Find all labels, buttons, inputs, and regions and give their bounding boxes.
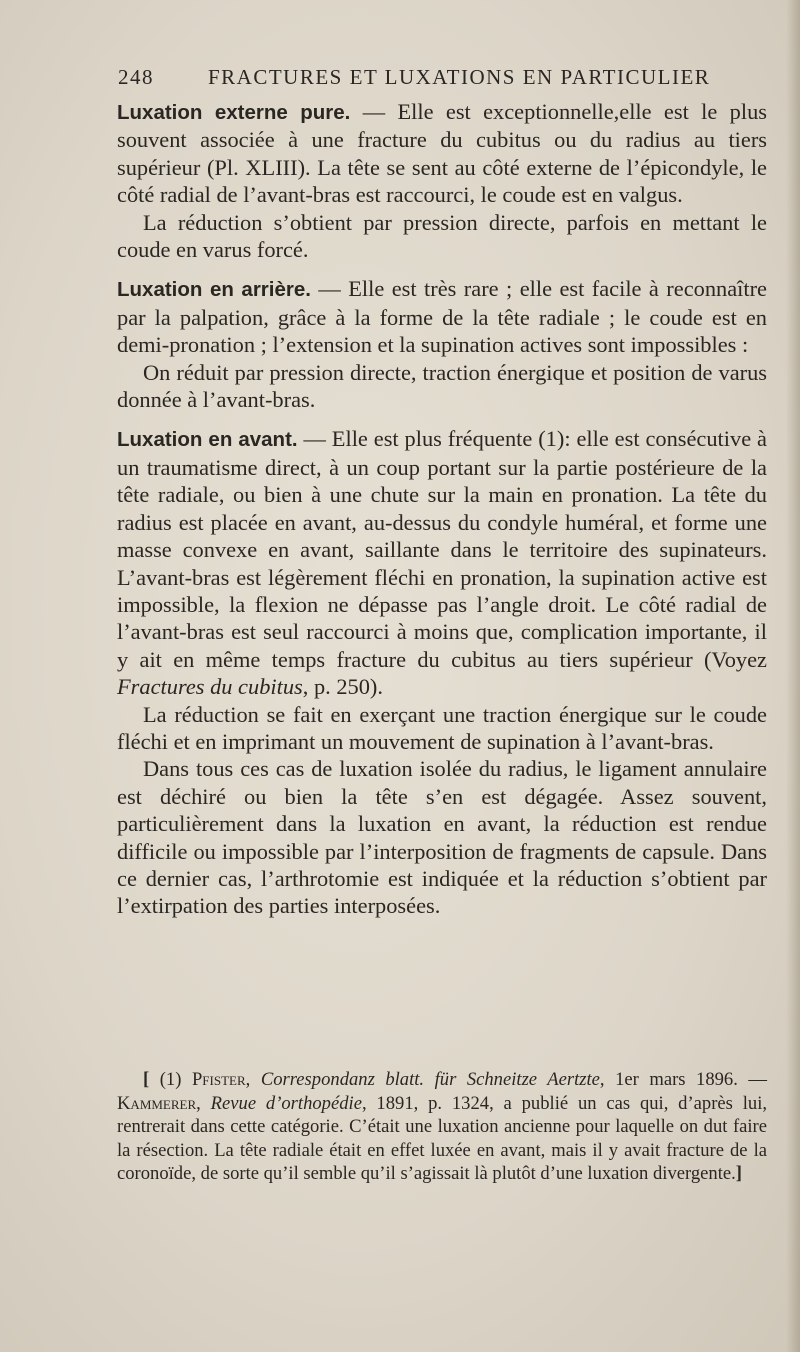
footnote-close-bracket: ]	[735, 1163, 742, 1185]
footnote-journal-2: Revue d’orthopédie	[210, 1092, 362, 1114]
footnote-paragraph	[117, 1068, 767, 1186]
footnote	[117, 1068, 767, 1186]
heading-luxation-avant: Luxation en avant.	[117, 428, 298, 452]
page-number: 248	[118, 64, 154, 89]
footnote-journal-1: Correspondanz blatt. für Schneitze Aertzte	[260, 1069, 600, 1090]
text-luxation-externe: — Elle est exceptionnelle,elle est le plus souvent associée à une fracture du cubitus ou du radius au tiers supérieur (Pl. XLIII). La tête se sent au côté externe de l’épicondyle, le côté radial de l’avant-bras est raccourci, le coude est en valgus.	[117, 99, 767, 208]
footnote-open-bracket: [	[143, 1069, 150, 1090]
heading-luxation-externe: Luxation externe pure.	[117, 101, 351, 124]
main-text	[117, 98, 767, 920]
footnote-separator-1: ,	[245, 1069, 261, 1090]
paragraph-avant-reduction: La réduction se fait en exerçant une traction énergique sur le coude fléchi et en imprimant un mouvement de supination à l’avant-bras.	[117, 701, 767, 754]
footnote-rest: , 1891, p. 1324, a publié un cas qui, d’après lui, rentrerait dans cette catégorie. C’était une luxation ancienne pour laquelle on dut faire la résection. La tête radiale était en effet luxée en avant, mais il y avait fracture de la coronoïde, de sorte qu’il semble qu’il s’agissait là plutôt d’une luxation divergente.	[117, 1092, 768, 1185]
paragraph-arriere-reduction: On réduit par pression directe, traction énergique et position de varus donnée à l’avant-bras.	[117, 359, 767, 413]
footnote-author-1: Pfister	[191, 1069, 246, 1090]
running-title: FRACTURES ET LUXATIONS EN PARTICULIER	[208, 64, 711, 89]
running-header	[118, 62, 768, 92]
paragraph-arriere	[117, 275, 767, 358]
footnote-marker: (1)	[149, 1069, 192, 1090]
footnote-separator-2: ,	[196, 1092, 211, 1114]
text-luxation-avant-a: — Elle est plus fréquente (1): elle est consécutive à un traumatisme direct, à un coup portant sur la partie postérieure de la tête radiale, ou bien à une chute sur la main en pronation. La tête du radius est placée en avant, au-dessus du condyle huméral, et forme une masse convexe en avant, saillante dans le territoire des supinateurs. L’avant-bras est légèrement fléchi en pronation, la supination active est impossible, la flexion ne dépasse pas l’angle droit. Le côté radial de l’avant-bras est seul raccourci à moins que, complication importante, il y ait en même temps fracture du cubitus au tiers supérieur (Voyez	[117, 426, 767, 672]
paragraph-externe	[117, 98, 767, 209]
paragraph-ligament: Dans tous ces cas de luxation isolée du radius, le ligament annulaire est déchiré ou bien la tête s’en est dégagée. Assez souvent, particulièrement dans la luxation en avant, la réduction est rendue difficile ou impossible par l’interposition de fragments de capsule. Dans ce dernier cas, l’arthrotomie est indiquée et la réduction s’obtient par l’extirpation des parties interposées.	[117, 756, 767, 919]
text-luxation-avant-b: , p. 250).	[302, 674, 383, 700]
footnote-author-2: Kammerer	[117, 1092, 197, 1114]
page-edge-shadow	[786, 0, 800, 1352]
cross-reference: Fractures du cubitus	[117, 674, 303, 700]
text-luxation-arriere: — Elle est très rare ; elle est facile à reconnaître par la palpation, grâce à la forme de la tête radiale ; le coude est en demi-pronation ; l’extension et la supination actives sont impossibles :	[117, 276, 767, 358]
paragraph-externe-reduction: La réduction s’obtient par pression directe, parfois en mettant le coude en varus forcé.	[117, 209, 767, 263]
paragraph-avant	[117, 425, 767, 700]
heading-luxation-arriere: Luxation en arrière.	[117, 278, 311, 302]
footnote-date-1: , 1er mars 1896. —	[599, 1069, 768, 1090]
